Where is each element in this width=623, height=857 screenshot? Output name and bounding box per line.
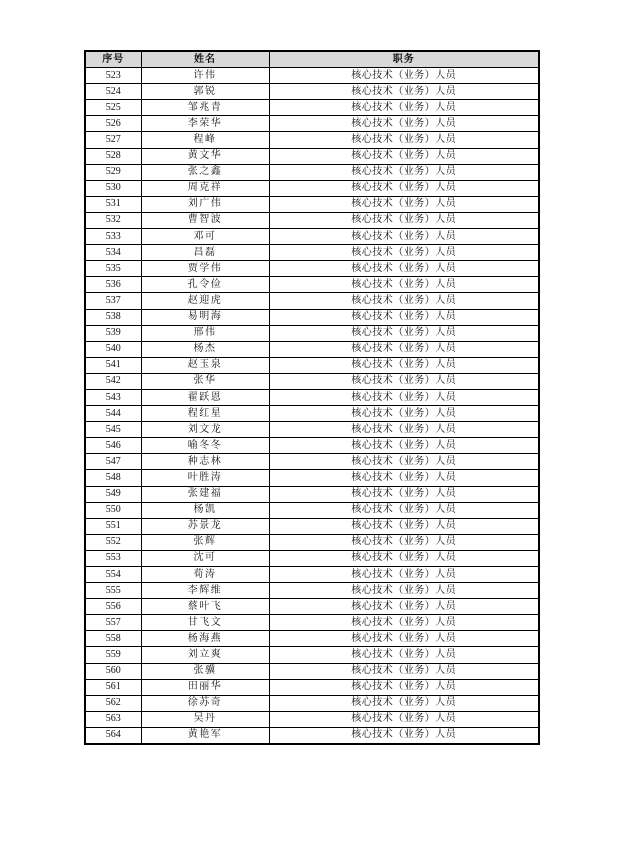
name-cell: 黄文华	[141, 148, 269, 164]
role-cell: 核心技术（业务）人员	[269, 245, 539, 261]
name-cell: 叶胜涛	[141, 470, 269, 486]
role-cell: 核心技术（业务）人员	[269, 100, 539, 116]
table-body	[85, 68, 539, 744]
table-row	[85, 486, 539, 502]
name-cell: 种志林	[141, 454, 269, 470]
serial-cell: 555	[85, 583, 141, 599]
table-row	[85, 711, 539, 727]
table-row	[85, 229, 539, 245]
serial-cell: 553	[85, 550, 141, 566]
name-cell: 杨凯	[141, 502, 269, 518]
role-cell: 核心技术（业务）人员	[269, 293, 539, 309]
name-cell: 邓可	[141, 229, 269, 245]
name-cell: 张华	[141, 373, 269, 389]
name-cell: 孔令俭	[141, 277, 269, 293]
serial-cell: 544	[85, 406, 141, 422]
table-row	[85, 438, 539, 454]
role-cell: 核心技术（业务）人员	[269, 422, 539, 438]
table-row	[85, 599, 539, 615]
serial-cell: 524	[85, 84, 141, 100]
serial-cell: 556	[85, 599, 141, 615]
table-row	[85, 245, 539, 261]
role-cell: 核心技术（业务）人员	[269, 277, 539, 293]
name-cell: 徐苏奇	[141, 695, 269, 711]
table-row	[85, 293, 539, 309]
column-header-role: 职务	[269, 51, 539, 68]
serial-cell: 529	[85, 164, 141, 180]
name-cell: 赵迎虎	[141, 293, 269, 309]
name-cell: 沈可	[141, 550, 269, 566]
column-header-name: 姓名	[141, 51, 269, 68]
name-cell: 赵玉泉	[141, 357, 269, 373]
name-cell: 喻冬冬	[141, 438, 269, 454]
table-row	[85, 406, 539, 422]
table-row	[85, 341, 539, 357]
role-cell: 核心技术（业务）人员	[269, 164, 539, 180]
serial-cell: 550	[85, 502, 141, 518]
serial-cell: 533	[85, 229, 141, 245]
serial-cell: 534	[85, 245, 141, 261]
table-row	[85, 518, 539, 534]
name-cell: 李辉维	[141, 583, 269, 599]
role-cell: 核心技术（业务）人员	[269, 711, 539, 727]
role-cell: 核心技术（业务）人员	[269, 727, 539, 744]
name-cell: 李荣华	[141, 116, 269, 132]
table-row	[85, 631, 539, 647]
role-cell: 核心技术（业务）人员	[269, 84, 539, 100]
serial-cell: 536	[85, 277, 141, 293]
role-cell: 核心技术（业务）人员	[269, 389, 539, 405]
role-cell: 核心技术（业务）人员	[269, 647, 539, 663]
serial-cell: 548	[85, 470, 141, 486]
role-cell: 核心技术（业务）人员	[269, 502, 539, 518]
serial-cell: 538	[85, 309, 141, 325]
name-cell: 刘立爽	[141, 647, 269, 663]
name-cell: 张辉	[141, 534, 269, 550]
role-cell: 核心技术（业务）人员	[269, 663, 539, 679]
role-cell: 核心技术（业务）人员	[269, 438, 539, 454]
serial-cell: 559	[85, 647, 141, 663]
serial-cell: 541	[85, 357, 141, 373]
name-cell: 黄艳军	[141, 727, 269, 744]
role-cell: 核心技术（业务）人员	[269, 68, 539, 84]
name-cell: 许伟	[141, 68, 269, 84]
role-cell: 核心技术（业务）人员	[269, 341, 539, 357]
header-row	[85, 51, 539, 68]
name-cell: 程红星	[141, 406, 269, 422]
table-row	[85, 132, 539, 148]
role-cell: 核心技术（业务）人员	[269, 583, 539, 599]
table-row	[85, 148, 539, 164]
serial-cell: 554	[85, 567, 141, 583]
table-row	[85, 116, 539, 132]
role-cell: 核心技术（业务）人员	[269, 486, 539, 502]
serial-cell: 542	[85, 373, 141, 389]
name-cell: 程峰	[141, 132, 269, 148]
role-cell: 核心技术（业务）人员	[269, 309, 539, 325]
table-row	[85, 663, 539, 679]
personnel-table	[84, 50, 540, 745]
role-cell: 核心技术（业务）人员	[269, 550, 539, 566]
table-row	[85, 68, 539, 84]
role-cell: 核心技术（业务）人员	[269, 534, 539, 550]
role-cell: 核心技术（业务）人员	[269, 196, 539, 212]
role-cell: 核心技术（业务）人员	[269, 229, 539, 245]
name-cell: 易明海	[141, 309, 269, 325]
table-row	[85, 422, 539, 438]
role-cell: 核心技术（业务）人员	[269, 148, 539, 164]
role-cell: 核心技术（业务）人员	[269, 615, 539, 631]
name-cell: 张骥	[141, 663, 269, 679]
name-cell: 田丽华	[141, 679, 269, 695]
serial-cell: 563	[85, 711, 141, 727]
table-row	[85, 196, 539, 212]
table-row	[85, 470, 539, 486]
table-row	[85, 502, 539, 518]
serial-cell: 547	[85, 454, 141, 470]
serial-cell: 523	[85, 68, 141, 84]
serial-cell: 531	[85, 196, 141, 212]
name-cell: 刘广伟	[141, 196, 269, 212]
table-row	[85, 309, 539, 325]
name-cell: 邹兆青	[141, 100, 269, 116]
column-header-serial: 序号	[85, 51, 141, 68]
serial-cell: 525	[85, 100, 141, 116]
name-cell: 荀涛	[141, 567, 269, 583]
name-cell: 苏景龙	[141, 518, 269, 534]
serial-cell: 527	[85, 132, 141, 148]
serial-cell: 537	[85, 293, 141, 309]
table-row	[85, 84, 539, 100]
table-row	[85, 325, 539, 341]
serial-cell: 539	[85, 325, 141, 341]
serial-cell: 557	[85, 615, 141, 631]
serial-cell: 532	[85, 212, 141, 228]
role-cell: 核心技术（业务）人员	[269, 470, 539, 486]
name-cell: 曹智波	[141, 212, 269, 228]
table-row	[85, 454, 539, 470]
serial-cell: 530	[85, 180, 141, 196]
table-row	[85, 647, 539, 663]
name-cell: 杨海燕	[141, 631, 269, 647]
name-cell: 邢伟	[141, 325, 269, 341]
table-row	[85, 212, 539, 228]
name-cell: 翟跃恩	[141, 389, 269, 405]
role-cell: 核心技术（业务）人员	[269, 567, 539, 583]
name-cell: 郭锐	[141, 84, 269, 100]
role-cell: 核心技术（业务）人员	[269, 518, 539, 534]
serial-cell: 528	[85, 148, 141, 164]
table-row	[85, 727, 539, 744]
table-row	[85, 100, 539, 116]
serial-cell: 549	[85, 486, 141, 502]
serial-cell: 558	[85, 631, 141, 647]
table-row	[85, 534, 539, 550]
role-cell: 核心技术（业务）人员	[269, 679, 539, 695]
serial-cell: 564	[85, 727, 141, 744]
role-cell: 核心技术（业务）人员	[269, 116, 539, 132]
table-row	[85, 615, 539, 631]
role-cell: 核心技术（业务）人员	[269, 695, 539, 711]
role-cell: 核心技术（业务）人员	[269, 454, 539, 470]
role-cell: 核心技术（业务）人员	[269, 373, 539, 389]
table-row	[85, 373, 539, 389]
name-cell: 张建福	[141, 486, 269, 502]
serial-cell: 560	[85, 663, 141, 679]
serial-cell: 545	[85, 422, 141, 438]
serial-cell: 562	[85, 695, 141, 711]
table-row	[85, 679, 539, 695]
role-cell: 核心技术（业务）人员	[269, 261, 539, 277]
serial-cell: 551	[85, 518, 141, 534]
name-cell: 吴丹	[141, 711, 269, 727]
table-row	[85, 357, 539, 373]
serial-cell: 546	[85, 438, 141, 454]
serial-cell: 540	[85, 341, 141, 357]
name-cell: 昌磊	[141, 245, 269, 261]
table-row	[85, 550, 539, 566]
table-row	[85, 261, 539, 277]
name-cell: 杨杰	[141, 341, 269, 357]
name-cell: 贾学伟	[141, 261, 269, 277]
role-cell: 核心技术（业务）人员	[269, 132, 539, 148]
role-cell: 核心技术（业务）人员	[269, 406, 539, 422]
role-cell: 核心技术（业务）人员	[269, 357, 539, 373]
role-cell: 核心技术（业务）人员	[269, 325, 539, 341]
table-row	[85, 695, 539, 711]
serial-cell: 552	[85, 534, 141, 550]
serial-cell: 535	[85, 261, 141, 277]
name-cell: 张之鑫	[141, 164, 269, 180]
role-cell: 核心技术（业务）人员	[269, 180, 539, 196]
serial-cell: 561	[85, 679, 141, 695]
name-cell: 刘文龙	[141, 422, 269, 438]
table-header	[85, 51, 539, 68]
table-row	[85, 583, 539, 599]
table-row	[85, 164, 539, 180]
table-row	[85, 567, 539, 583]
role-cell: 核心技术（业务）人员	[269, 631, 539, 647]
name-cell: 周克祥	[141, 180, 269, 196]
serial-cell: 526	[85, 116, 141, 132]
name-cell: 甘飞文	[141, 615, 269, 631]
table-row	[85, 277, 539, 293]
name-cell: 蔡叶飞	[141, 599, 269, 615]
serial-cell: 543	[85, 389, 141, 405]
role-cell: 核心技术（业务）人员	[269, 212, 539, 228]
role-cell: 核心技术（业务）人员	[269, 599, 539, 615]
table-row	[85, 180, 539, 196]
table-row	[85, 389, 539, 405]
